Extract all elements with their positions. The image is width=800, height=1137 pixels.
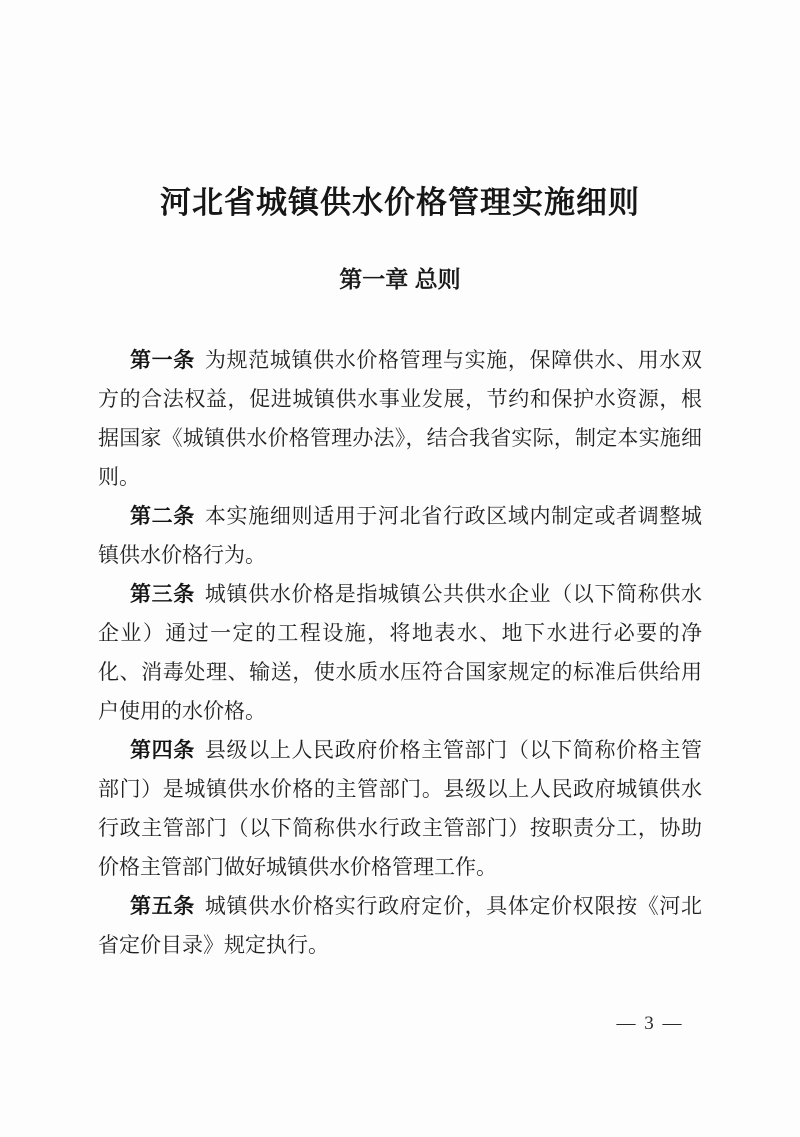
article-paragraph-2 xyxy=(98,497,702,575)
article-paragraph-1 xyxy=(98,341,702,497)
article-number-4: 第四条 xyxy=(130,739,195,762)
article-text-2: 本实施细则适用于河北省行政区域内制定或者调整城镇供水价格行为。 xyxy=(98,504,702,567)
document-body xyxy=(98,341,702,965)
article-paragraph-4 xyxy=(98,731,702,887)
article-number-1: 第一条 xyxy=(130,349,195,372)
article-text-5: 城镇供水价格实行政府定价，具体定价权限按《河北省定价目录》规定执行。 xyxy=(98,894,702,957)
document-title: 河北省城镇供水价格管理实施细则 xyxy=(160,185,640,220)
article-number-3: 第三条 xyxy=(130,583,195,606)
article-number-5: 第五条 xyxy=(130,895,195,918)
page-number: — 3 — xyxy=(616,1013,684,1034)
chapter-heading: 第一章 总则 xyxy=(339,266,461,292)
article-text-4: 县级以上人民政府价格主管部门（以下简称价格主管部门）是城镇供水价格的主管部门。县级以上人民政府城镇供水行政主管部门（以下简称供水行政主管部门）按职责分工，协助价格主管部门做好城镇供水价格管理工作。 xyxy=(98,738,702,879)
article-text-1: 为规范城镇供水价格管理与实施，保障供水、用水双方的合法权益，促进城镇供水事业发展，节约和保护水资源，根据国家《城镇供水价格管理办法》，结合我省实际，制定本实施细则。 xyxy=(98,348,702,489)
article-paragraph-5 xyxy=(98,887,702,965)
article-number-2: 第二条 xyxy=(130,505,195,528)
article-paragraph-3 xyxy=(98,575,702,731)
article-text-3: 城镇供水价格是指城镇公共供水企业（以下简称供水企业）通过一定的工程设施，将地表水、地下水进行必要的净化、消毒处理、输送，使水质水压符合国家规定的标准后供给用户使用的水价格。 xyxy=(98,582,702,723)
